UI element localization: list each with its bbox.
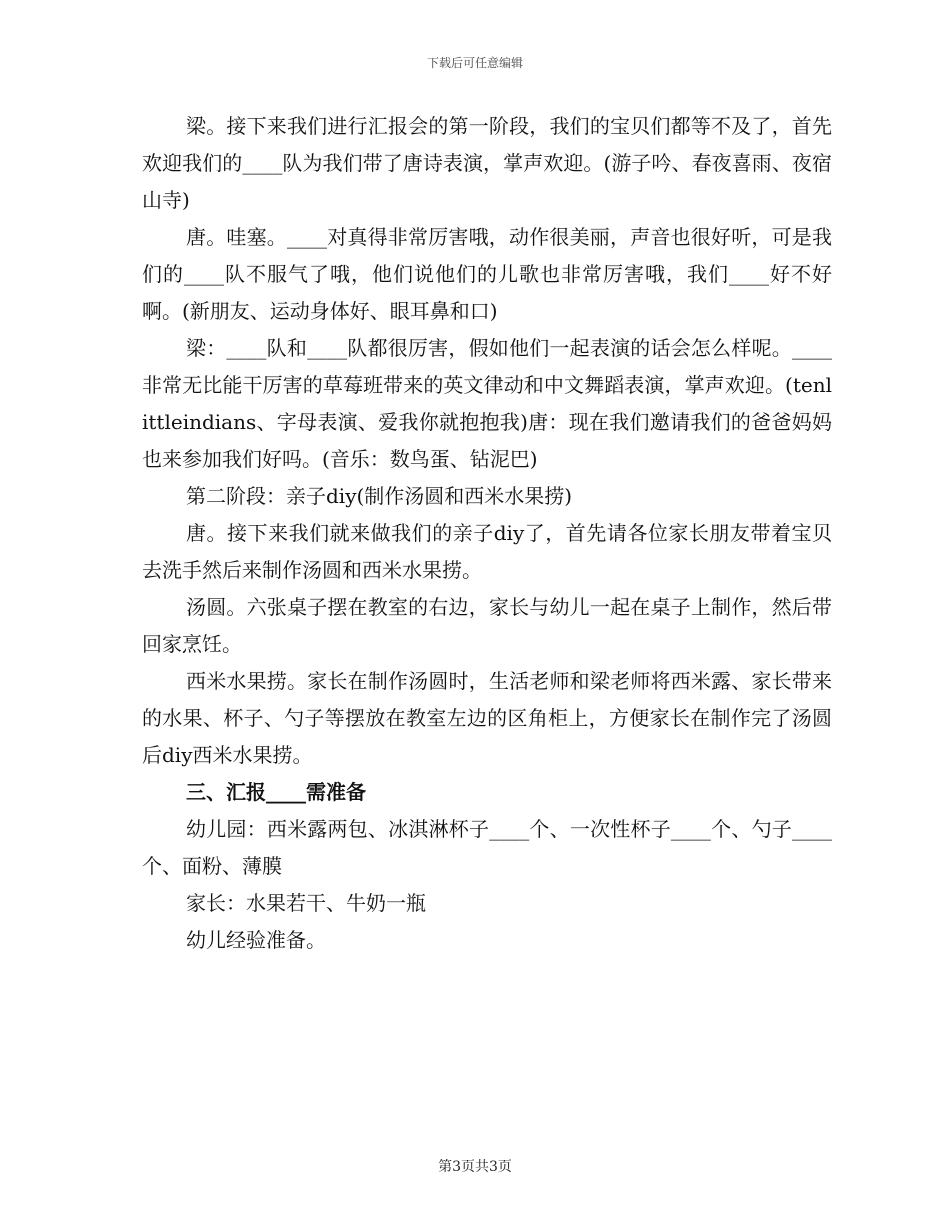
paragraph-1: 梁。接下来我们进行汇报会的第一阶段，我们的宝贝们都等不及了，首先欢迎我们的____队为我们带了唐诗表演，掌声欢迎。(游子吟、春夜喜雨、夜宿山寺) — [142, 114, 832, 212]
paragraph-11: 幼儿经验准备。 — [186, 928, 326, 952]
paragraph-9: 幼儿园：西米露两包、冰淇淋杯子____个、一次性杯子____个、勺子____个、面粉、薄膜 — [142, 817, 832, 878]
section-heading: 三、汇报____需准备 — [186, 780, 366, 804]
paragraph-10: 家长：水果若干、牛奶一瓶 — [186, 891, 426, 915]
paragraph-2: 唐。哇塞。____对真得非常厉害哦，动作很美丽，声音也很好听，可是我们的____队不服气了哦，他们说他们的儿歌也非常厉害哦，我们____好不好啊。(新朋友、运动身体好、眼耳鼻和口) — [142, 225, 832, 323]
paragraph-4: 第二阶段：亲子diy(制作汤圆和西米水果捞) — [186, 484, 573, 508]
document-body — [142, 108, 832, 959]
page-footer: 第3页共3页 — [438, 1159, 512, 1175]
paragraph-3: 梁：____队和____队都很厉害，假如他们一起表演的话会怎么样呢。____非常无比能干厉害的草莓班带来的英文律动和中文舞蹈表演，掌声欢迎。(tenlittleindians、字母表演、爱我你就抱抱我)唐：现在我们邀请我们的爸爸妈妈也来参加我们好吗。(音乐：数鸟蛋、钻泥巴) — [142, 336, 832, 471]
paragraph-5: 唐。接下来我们就来做我们的亲子diy了，首先请各位家长朋友带着宝贝去洗手然后来制作汤圆和西米水果捞。 — [142, 521, 832, 582]
page-header: 下载后可任意编辑 — [426, 56, 523, 70]
paragraph-7: 西米水果捞。家长在制作汤圆时，生活老师和梁老师将西米露、家长带来的水果、杯子、勺子等摆放在教室左边的区角柜上，方便家长在制作完了汤圆后diy西米水果捞。 — [142, 669, 832, 767]
paragraph-6: 汤圆。六张桌子摆在教室的右边，家长与幼儿一起在桌子上制作，然后带回家烹饪。 — [142, 595, 832, 656]
